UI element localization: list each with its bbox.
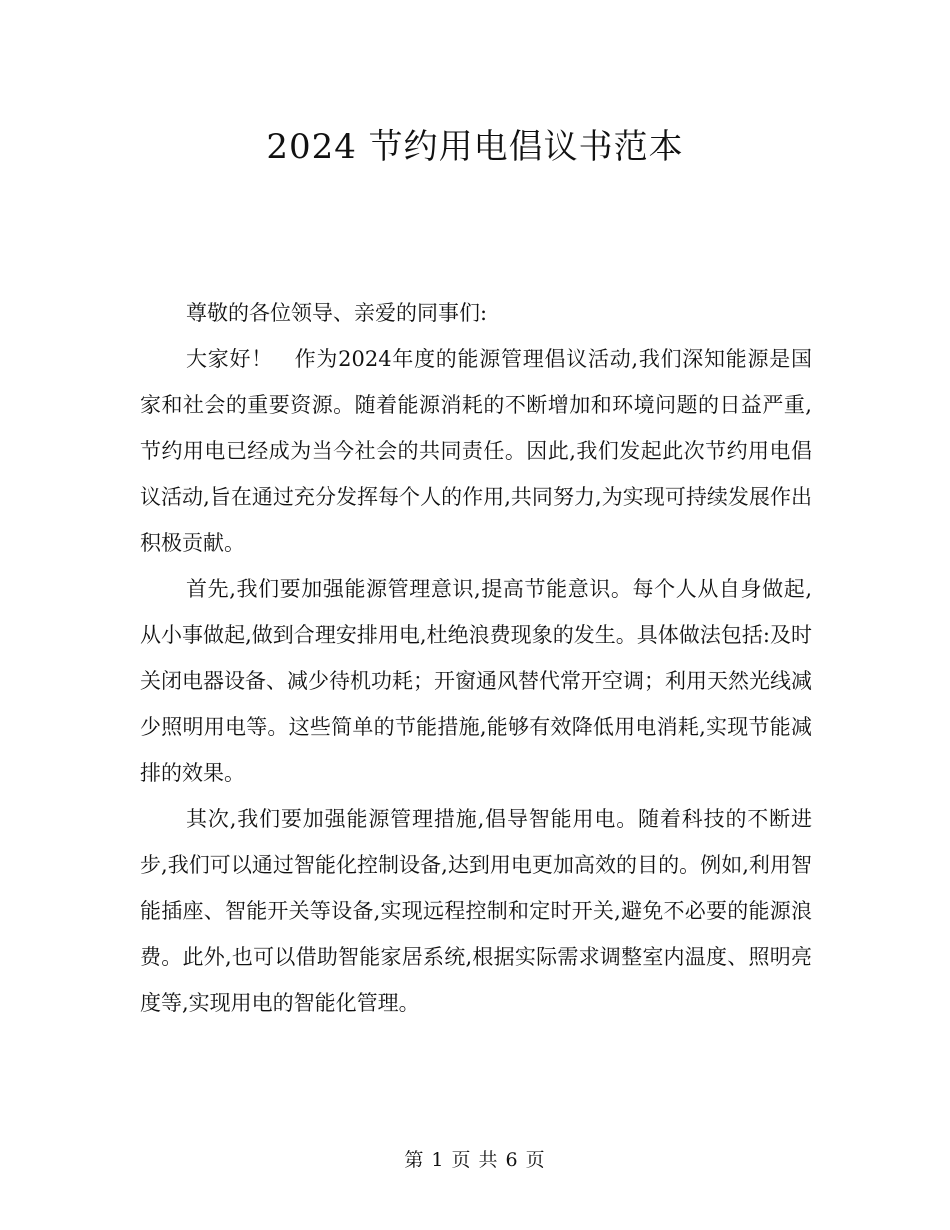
page-footer: 第 1 页 共 6 页 — [404, 1149, 546, 1171]
document-title: 2024 节约用电倡议书范本 — [266, 127, 684, 167]
paragraph-second: 其次,我们要加强能源管理措施,倡导智能用电。随着科技的不断进步,我们可以通过智能化控制设备,达到用电更加高效的目的。例如,利用智能插座、智能开关等设备,实现远程控制和定时开关,避免不必要的能源浪费。此外,也可以借助智能家居系统,根据实际需求调整室内温度、照明亮度等,实现用电的智能化管理。 — [140, 807, 812, 1015]
paragraph-first: 首先,我们要加强能源管理意识,提高节能意识。每个人从自身做起,从小事做起,做到合理安排用电,杜绝浪费现象的发生。具体做法包括:及时关闭电器设备、减少待机功耗；开窗通风替代常开空调；利用天然光线减少照明用电等。这些简单的节能措施,能够有效降低用电消耗,实现节能减排的效果。 — [140, 577, 812, 785]
document-body — [140, 290, 812, 1026]
paragraph-intro: 大家好！ 作为2024年度的能源管理倡议活动,我们深知能源是国家和社会的重要资源。随着能源消耗的不断增加和环境问题的日益严重,节约用电已经成为当今社会的共同责任。因此,我们发起此次节约用电倡议活动,旨在通过充分发挥每个人的作用,共同努力,为实现可持续发展作出积极贡献。 — [140, 347, 812, 555]
salutation: 尊敬的各位领导、亲爱的同事们: — [186, 301, 488, 325]
